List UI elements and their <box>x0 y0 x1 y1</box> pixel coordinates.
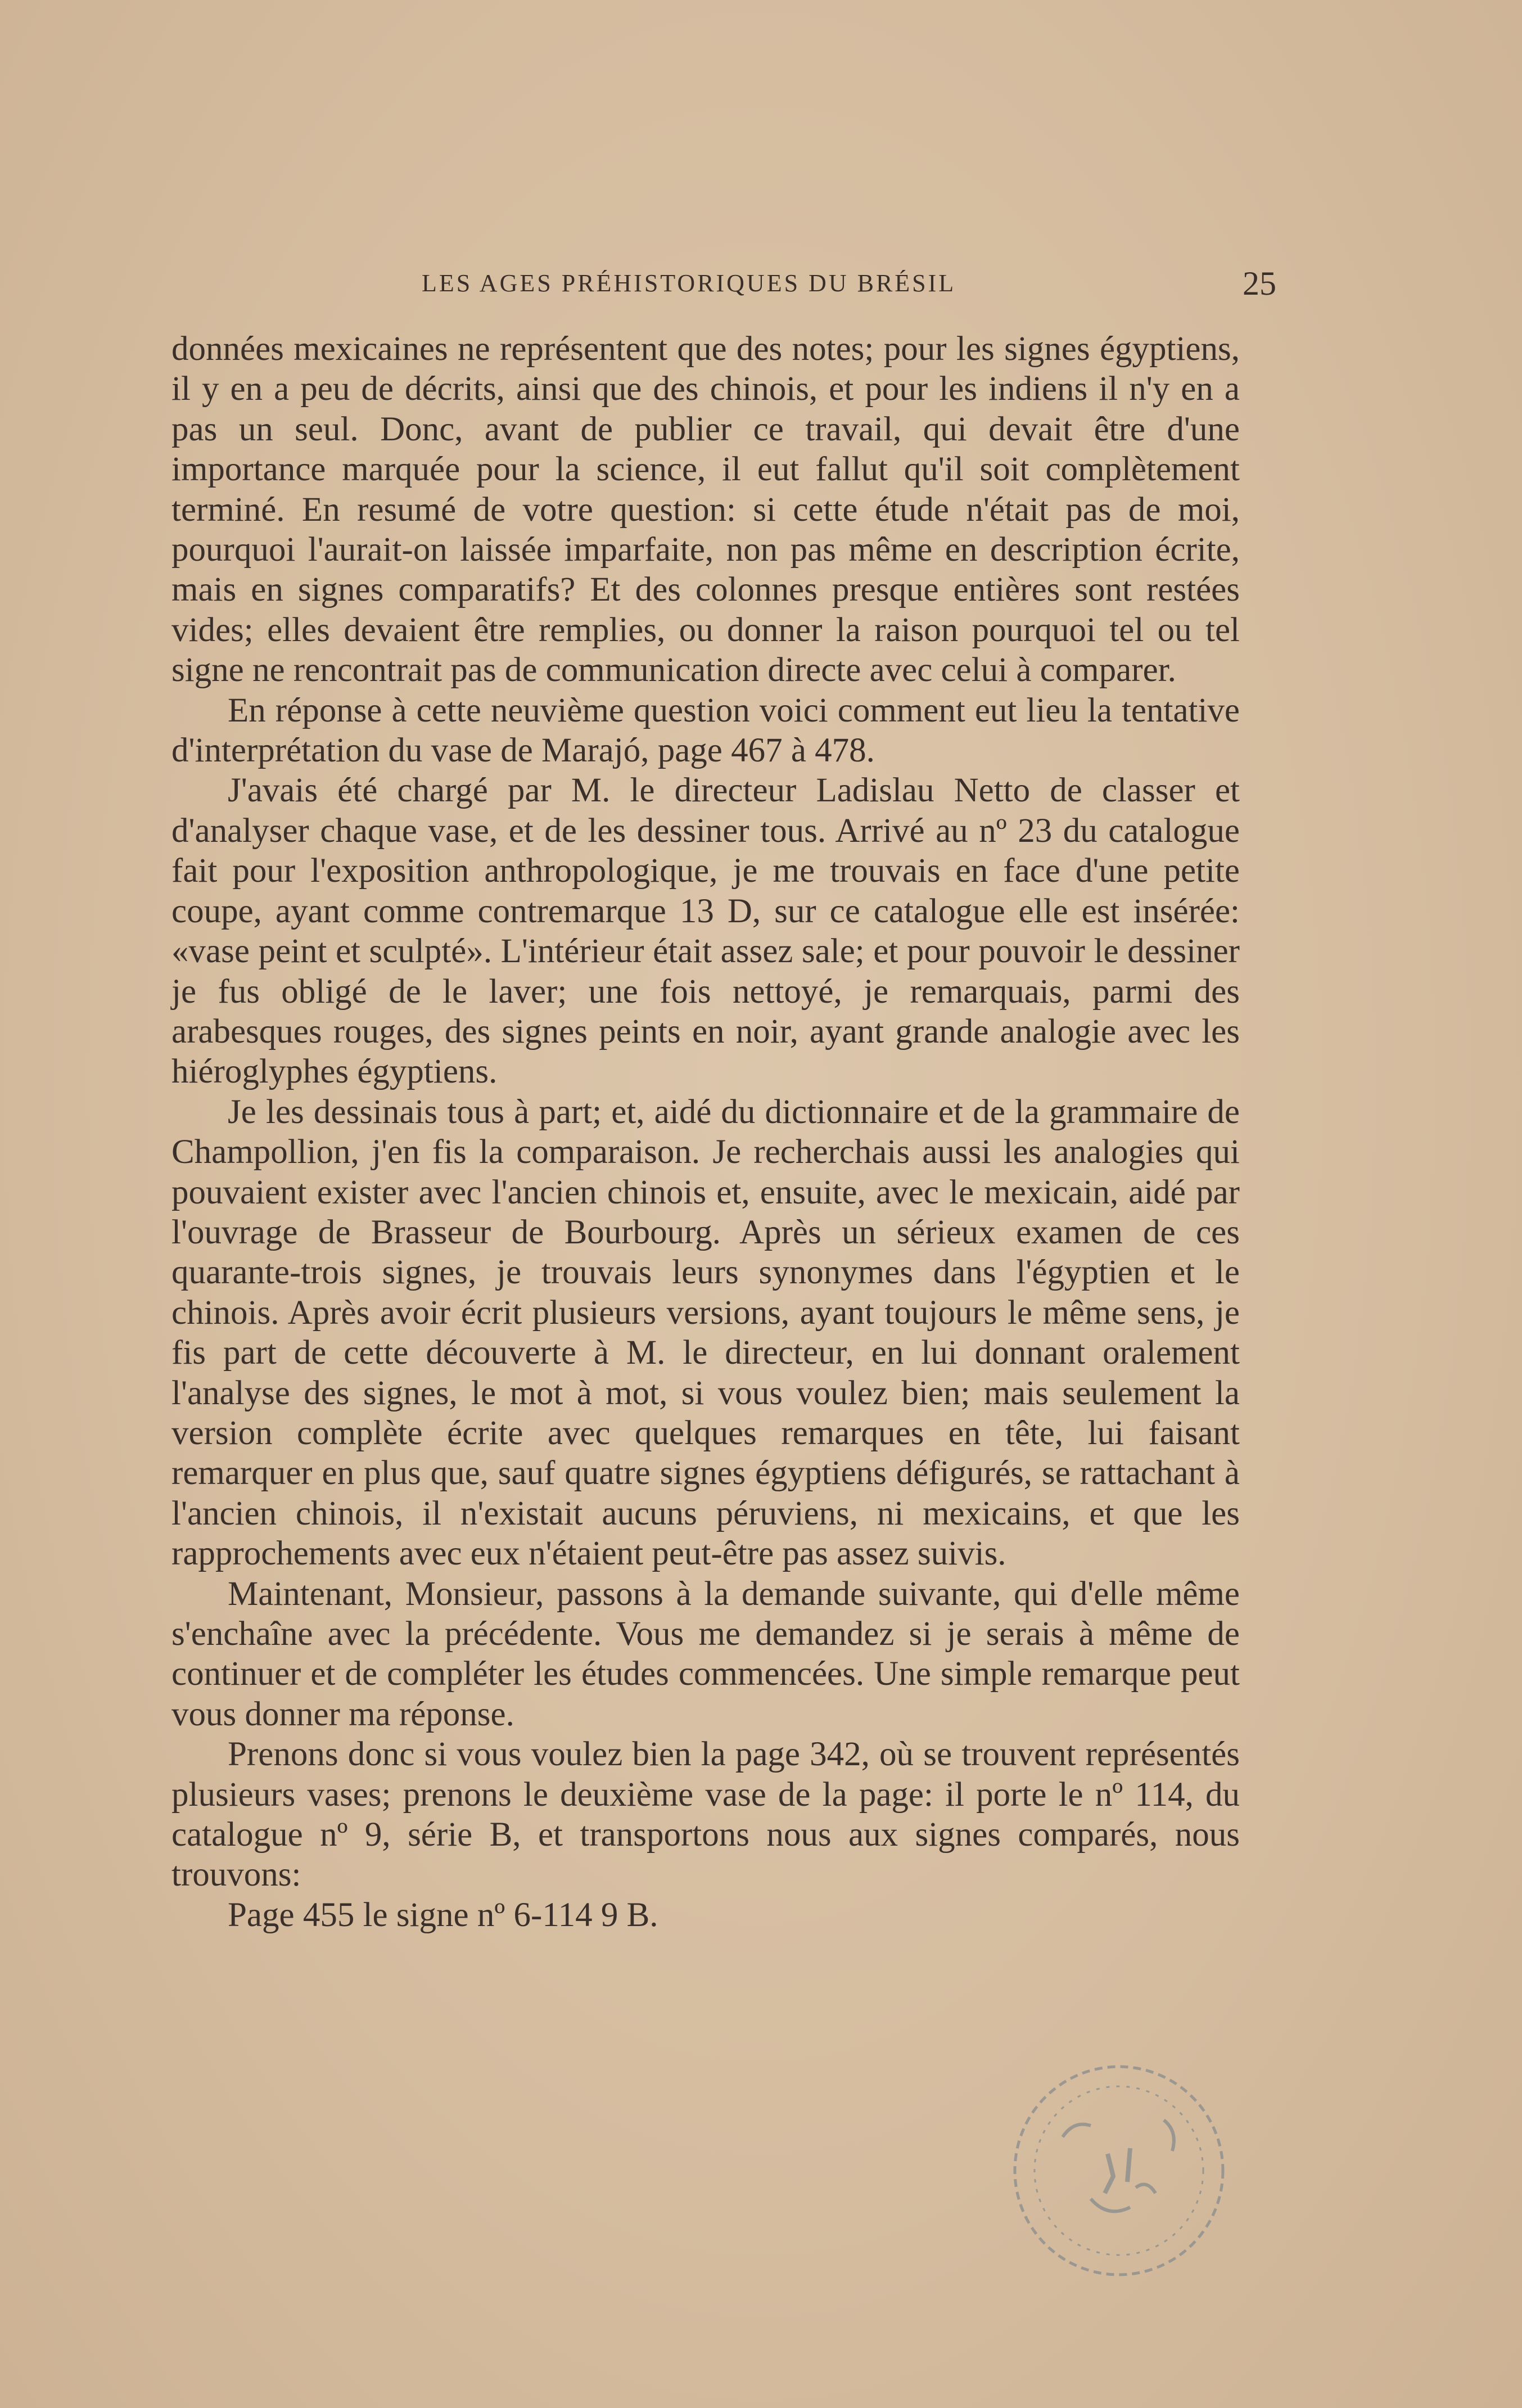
page-number: 25 <box>1243 265 1276 302</box>
paragraph-6: Prenons donc si vous voulez bien la page 342, où se trouvent représentés plusieurs vases; prenons le deuxième vase de la page: il porte le nº 114, du catalogue nº 9, série B, et transportons nous aux signes comparés, nous trouvons: <box>171 1735 1240 1894</box>
paragraph-4: Je les dessinais tous à part; et, aidé du dictionnaire et de la grammaire de Champollion, j'en fis la comparaison. Je recherchais aussi les analogies qui pouvaient exister avec l'ancien chinois et, ensuite, avec le mexicain, aidé par l'ouvrage de Brasseur de Bourbourg. Après un sérieux examen de ces quarante-trois signes, je trouvais leurs synonymes dans l'égyptien et le chinois. Après avoir écrit plusieurs versions, ayant toujours le même sens, je fis part de cette découverte à M. le directeur, en lui donnant oralement l'analyse des signes, le mot à mot, si vous voulez bien; mais seulement la version complète écrite avec quelques remarques en tête, lui faisant remarquer en plus que, sauf quatre signes égyptiens défigurés, se rattachant à l'ancien chinois, il n'existait aucuns péruviens, ni mexicains, et que les rapprochements avec eux n'étaient peut-être pas assez suivis. <box>171 1093 1240 1573</box>
paragraph-1: données mexicaines ne représentent que des notes; pour les signes égyptiens, il y en a peu de décrits, ainsi que des chinois, et pour les indiens il n'y en a pas un seul. Donc, avant de publier ce travail, qui devait être d'une importance marquée pour la science, il eut fallut qu'il soit complètement terminé. En resumé de votre question: si cette étude n'était pas de moi, pourquoi l'aurait-on laissée imparfaite, non pas même en description écrite, mais en signes comparatifs? Et des colonnes presque entières sont restées vides; elles devaient être remplies, ou donner la raison pourquoi tel ou tel signe ne rencontrait pas de communication directe avec celui à comparer. <box>171 330 1240 689</box>
page-header <box>174 264 1276 304</box>
body-text <box>171 329 1240 1935</box>
paragraph-3: J'avais été chargé par M. le directeur Ladislau Netto de classer et d'analyser chaque vase, et de les dessiner tous. Arrivé au nº 23 du catalogue fait pour l'exposition anthropologique, je me trouvais en face d'une petite coupe, ayant comme contremarque 13 D, sur ce catalogue elle est insérée: «vase peint et sculpté». L'intérieur était assez sale; et pour pouvoir le dessiner je fus obligé de le laver; une fois nettoyé, je remarquais, parmi des arabesques rouges, des signes peints en noir, ayant grande analogie avec les hiéroglyphes égyptiens. <box>171 772 1240 1091</box>
library-stamp-icon <box>995 2053 1248 2306</box>
reference-line: Page 455 le signe nº 6-114 9 B. <box>228 1896 658 1934</box>
paragraph-5: Maintenant, Monsieur, passons à la demande suivante, qui d'elle même s'enchaîne avec la précédente. Vous me demandez si je serais à même de continuer et de compléter les études commencées. Une simple remarque peut vous donner ma réponse. <box>171 1575 1240 1733</box>
paragraph-2: En réponse à cette neuvième question voici comment eut lieu la tentative d'interprétation du vase de Marajó, page 467 à 478. <box>171 691 1240 770</box>
running-title: LES AGES PRÉHISTORIQUES DU BRÉSIL <box>422 269 956 297</box>
